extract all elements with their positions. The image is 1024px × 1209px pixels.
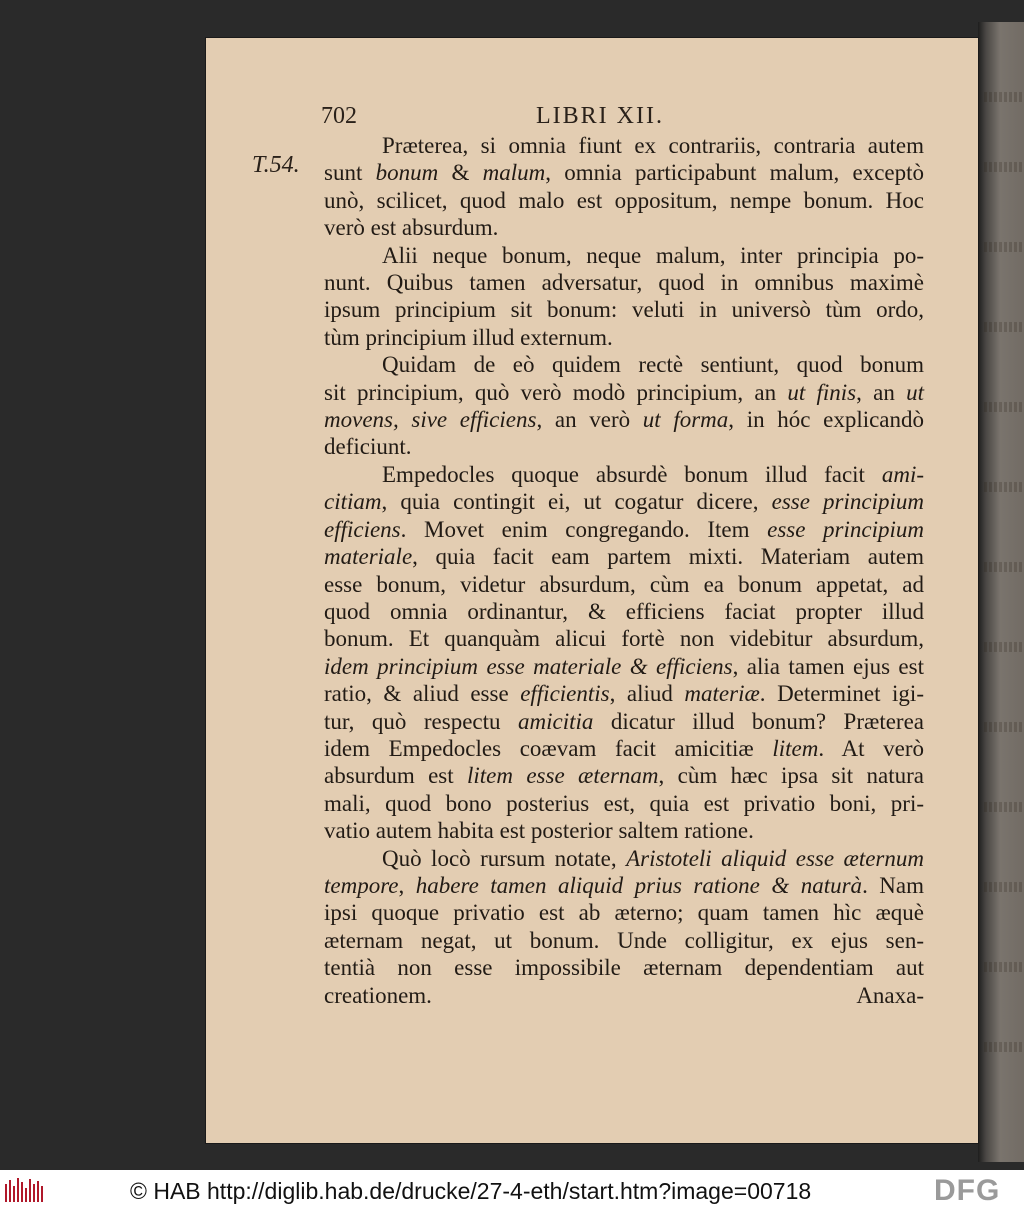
facing-page-edge (978, 22, 1024, 1162)
text-line (324, 571, 924, 598)
paragraph (324, 351, 924, 461)
italic-segment: litem (772, 735, 819, 761)
italic-segment: citiam (324, 489, 382, 515)
text-line (324, 516, 924, 543)
catchword: Anaxa- (856, 982, 924, 1008)
text-segment: , quia contingit ei, ut cogatur dicere, (381, 489, 772, 515)
text-segment: ipsi quoque privatio est ab æterno; quam tamen hìc æquè (324, 900, 924, 926)
text-segment: , omnia participabunt malum, exceptò (545, 160, 925, 186)
text-segment: deficiunt. (324, 434, 412, 460)
text-segment: , cùm hæc ipsa sit natura (658, 763, 924, 789)
running-title: LIBRI XII. (536, 103, 664, 129)
text-line (324, 324, 924, 351)
text-segment: quod omnia ordinantur, & efficiens faciat propter illud (324, 598, 924, 624)
italic-segment: ami- (881, 461, 924, 487)
italic-segment: amicitia (518, 708, 594, 734)
text-line (324, 708, 924, 735)
italic-segment: bonum (375, 160, 439, 186)
paragraph (324, 132, 924, 242)
italic-segment: materiæ (684, 681, 760, 707)
text-line (324, 406, 924, 433)
text-segment: absurdum est (324, 763, 467, 789)
italic-segment: materiale (324, 544, 413, 570)
text-line (324, 132, 924, 159)
text-line (324, 461, 924, 488)
text-line (324, 790, 924, 817)
text-segment: ipsum principium sit bonum: veluti in universò tùm ordo, (324, 297, 924, 323)
italic-segment: tempore (324, 872, 399, 898)
italic-segment: litem esse æternam (466, 763, 659, 789)
dfg-logo: DFG (934, 1174, 1001, 1207)
book-page (206, 38, 978, 1143)
text-segment: Quò locò rursum notate, (382, 845, 627, 871)
text-line (324, 269, 924, 296)
text-segment: esse bonum, videtur absurdum, cùm ea bonum appetat, ad (324, 571, 924, 597)
text-segment: Præterea, si omnia fiunt ex contrariis, contraria autem (382, 133, 924, 158)
text-line (324, 899, 924, 926)
text-segment: bonum. Et quanquàm alicui fortè non videbitur absurdum, (324, 626, 924, 652)
text-segment: . Movet enim congregando. Item (400, 516, 768, 542)
text-segment: , an verò (536, 407, 643, 433)
text-line (324, 872, 924, 899)
text-line (324, 433, 924, 460)
italic-segment: esse principium (771, 489, 924, 515)
italic-segment: ut (906, 379, 925, 405)
footer-bar (0, 1170, 1024, 1209)
italic-segment: malum (482, 160, 546, 186)
text-segment: sunt (324, 160, 376, 186)
text-segment: , aliud (609, 681, 685, 707)
hab-logo-icon (4, 1176, 46, 1204)
text-line (324, 762, 924, 789)
text-segment: verò est absurdum. (324, 215, 499, 241)
paragraph (324, 242, 924, 352)
text-segment: idem Empedocles coævam facit amicitiæ (324, 735, 773, 761)
copyright-url[interactable]: © HAB http://diglib.hab.de/drucke/27-4-eth/start.htm?image=00718 (130, 1178, 812, 1204)
text-line (324, 680, 924, 707)
text-segment: tur, quò respectu (324, 708, 519, 734)
text-segment: mali, quod bono posterius est, quia est privatio boni, pri- (324, 790, 924, 816)
text-segment: æternam negat, ut bonum. Unde colligitur, ex ejus sen- (324, 927, 924, 953)
text-line (324, 296, 924, 323)
text-segment: Quidam de eò quidem rectè sentiunt, quod bonum (382, 352, 924, 378)
text-segment: , in hóc explicandò (728, 407, 925, 433)
text-line (324, 954, 924, 981)
text-segment: vatio autem habita est posterior saltem ratione. (324, 818, 754, 844)
text-segment: ratio, & aliud esse (324, 681, 521, 707)
text-segment: , quia facit eam partem mixti. Materiam autem (412, 544, 924, 570)
text-segment: creationem. (324, 982, 432, 1008)
italic-segment: movens, sive efficiens (324, 407, 537, 433)
text-line (324, 845, 924, 872)
text-segment: Empedocles quoque absurdè bonum illud facit (382, 461, 882, 487)
text-segment: , (398, 872, 416, 898)
text-segment: . At verò (818, 735, 925, 761)
text-segment: tùm principium illud externum. (324, 324, 613, 350)
text-line (324, 159, 924, 186)
text-line (324, 214, 924, 241)
text-line (324, 242, 924, 269)
body-text (324, 132, 924, 1009)
text-line (324, 598, 924, 625)
text-line (324, 187, 924, 214)
text-segment: , alia tamen ejus est (732, 653, 924, 679)
page-number: 702 (321, 103, 357, 129)
italic-segment: esse principium (767, 516, 924, 542)
text-segment: . Nam (862, 872, 925, 898)
italic-segment: habere tamen aliquid prius ratione & naturà (415, 872, 863, 898)
text-segment: & (438, 160, 483, 186)
text-segment: nunt. Quibus tamen adversatur, quod in omnibus maximè (324, 270, 924, 296)
paragraph (324, 461, 924, 845)
text-segment: , an (856, 379, 907, 405)
italic-segment: efficiens (324, 516, 401, 542)
italic-segment: ut forma (642, 407, 729, 433)
text-line (324, 488, 924, 515)
text-line (324, 625, 924, 652)
text-line (324, 653, 924, 680)
italic-segment: efficientis (520, 681, 610, 707)
margin-note: T.54. (252, 152, 300, 178)
text-segment: tentià non esse impossibile æternam dependentiam aut (324, 955, 924, 981)
text-line (324, 543, 924, 570)
text-segment: sit principium, quò verò modò principium, an (324, 379, 788, 405)
text-segment: . Determinet igi- (759, 681, 924, 707)
text-line (324, 927, 924, 954)
text-line (324, 817, 924, 844)
italic-segment: ut finis (787, 379, 857, 405)
text-segment: dicatur illud bonum? Præterea (593, 708, 924, 734)
text-line (324, 379, 924, 406)
text-line (324, 735, 924, 762)
italic-segment: idem principium esse materiale & efficiens (324, 653, 733, 679)
text-segment: unò, scilicet, quod malo est oppositum, nempe bonum. Hoc (324, 187, 924, 213)
italic-segment: Aristoteli aliquid esse æternum (626, 845, 924, 871)
text-segment: Alii neque bonum, neque malum, inter principia po- (382, 242, 924, 268)
text-line (324, 351, 924, 378)
